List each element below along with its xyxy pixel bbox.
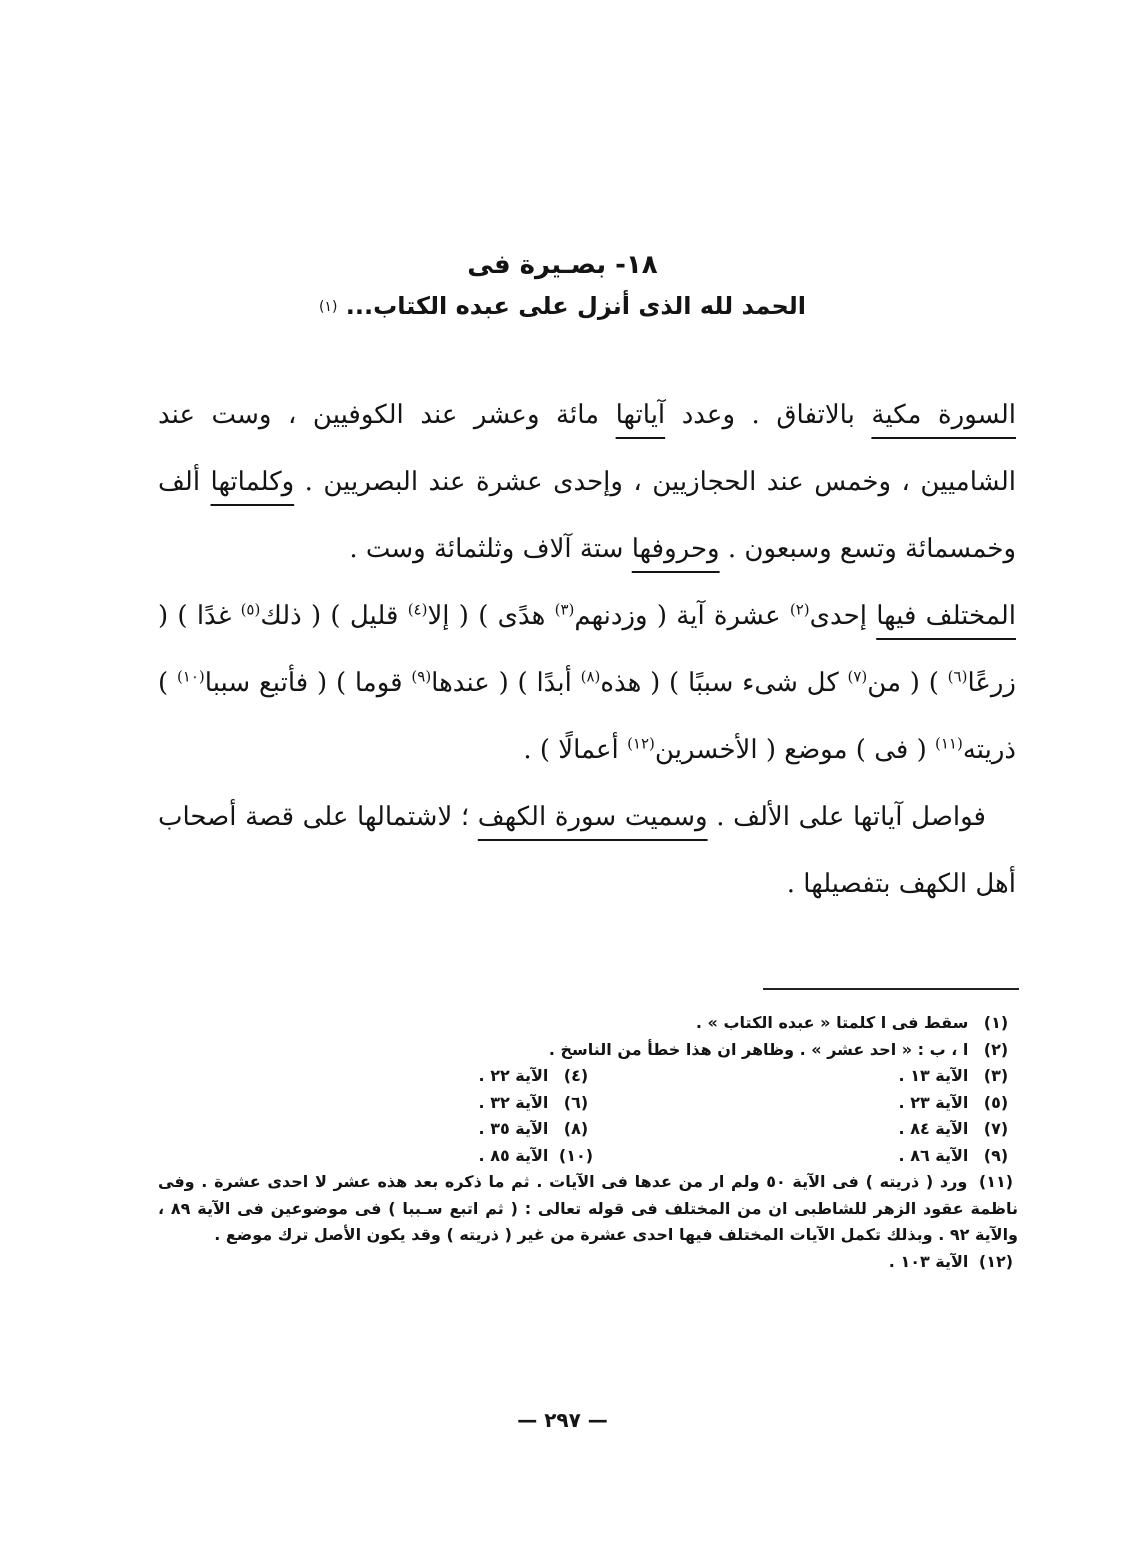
text-run: مائة وعشر عند الكوفيين ، وست عند الشاميين ، وخمس عند الحجازيين ، وإحدى عشرة عند البصريين . [158, 400, 1016, 497]
footnote-text: ورد ( ذريته ) فى الآية ٥٠ ولم ار من عدها فى الآيات . ثم ما ذكره بعد هذه عشر لا احدى عشرة . وفى ناظمة عقود الزهر للشاطبى ان من المختلف فى قوله تعالى : ( ثم اتبع سـببا ) فى موضوعين فى الآية ٨٩ ، والآية ٩٢ . وبذلك تكمل الآيات المختلف فيها احدى عشرة من غير ( ذريته ) وقد يكون الأصل ترك موضع . [158, 1172, 1019, 1244]
footnote-text: الآية ٣٥ . [478, 1119, 549, 1138]
footnote-item [158, 1169, 1018, 1249]
footnote-item [178, 1063, 598, 1090]
footnote-text: الآية ٣٢ . [478, 1092, 549, 1112]
footnote-ref: (١٠) [176, 667, 205, 686]
footnote-ref: (١٢) [627, 734, 655, 753]
footnote-ref: (٢) [789, 600, 810, 619]
footnote-ref: (٥) [240, 600, 261, 619]
text-run: ؛ لاشتمالها على قصة أصحاب أهل الكهف بتفصيلها . [158, 802, 1016, 899]
text-run: قليل ) ( ذلك [260, 601, 408, 631]
opening-verse-footnote-ref: (١) [318, 299, 338, 315]
footnote-ref: (٣) [554, 600, 575, 619]
footnote-item [598, 1063, 1018, 1090]
footnote-number: (٩) [983, 1145, 1009, 1165]
footnote-number: (١) [983, 1013, 1009, 1032]
underlined-phrase: آياتها [615, 400, 666, 430]
footnote-pair [158, 1090, 1018, 1117]
surah-heading: ١٨- بصـيرة فى [467, 250, 658, 280]
footnote-number: (٧) [983, 1119, 1009, 1138]
opening-verse-text: الحمد لله الذى أنزل على عبده الكتاب... [345, 292, 807, 320]
text-run: ستة آلاف وثلثمائة وست . [349, 534, 632, 564]
text-run: قوما ) ( فأتبع سببا [204, 668, 412, 698]
footnote-number: (٥) [983, 1092, 1009, 1112]
footnote-item [598, 1116, 1018, 1143]
footnote-text: سقط فى ا كلمتا « عبده الكتاب » . [695, 1013, 969, 1032]
footnote-number: (١٠) [558, 1145, 594, 1165]
underlined-phrase: وحروفها [631, 534, 720, 564]
footnote-text: الآية ٨٤ . [898, 1119, 969, 1138]
paragraph-naming [158, 784, 1016, 918]
footnote-text: الآية ٨٥ . [478, 1145, 549, 1165]
footnote-item [598, 1090, 1018, 1117]
footnote-item [178, 1090, 598, 1117]
footnote-item [158, 1037, 1018, 1064]
opening-verse-heading [0, 292, 1125, 320]
footnote-text: الآية ١٣ . [898, 1066, 969, 1085]
text-run: فواصل آياتها على الألف . [707, 802, 986, 832]
footnote-item [158, 1010, 1018, 1037]
text-run: هدًى ) ( إلا [427, 601, 555, 631]
underlined-phrase: المختلف فيها [876, 601, 1016, 631]
text-run: ) ذريته [158, 668, 1016, 765]
footnote-pair [158, 1116, 1018, 1143]
underlined-phrase: وكلماتها [210, 467, 295, 497]
footnote-text: الآية ٢٢ . [478, 1066, 549, 1085]
footnote-number: (٣) [983, 1066, 1009, 1085]
page-number: — ٢٩٧ — [517, 1408, 608, 1432]
text-run: أبدًا ) ( عندها [431, 668, 581, 698]
footnote-ref: (٨) [580, 667, 601, 686]
footnote-text: الآية ٨٦ . [898, 1145, 969, 1165]
footnote-ref: (٧) [847, 667, 868, 686]
footnote-item [598, 1143, 1018, 1170]
text-run: إحدى [809, 601, 877, 631]
footnote-ref: (٦) [947, 667, 968, 686]
footnote-text: ا ، ب : « احد عشر » . وظاهر ان هذا خطأ من الناسخ . [548, 1039, 969, 1059]
text-run: ) ( من [867, 668, 948, 698]
text-run: كل شىء سببًا ) ( هذه [600, 668, 848, 698]
underlined-phrase: وسميت سورة الكهف [477, 802, 708, 832]
footnote-number: (٤) [563, 1066, 589, 1085]
footnote-pair [158, 1143, 1018, 1170]
text-run: ألف وخمسمائة وتسع وسبعون . [158, 467, 1016, 564]
footnote-number: (٢) [983, 1039, 1009, 1059]
footnote-text: الآية ٢٣ . [898, 1092, 969, 1112]
footnote-separator [763, 988, 1019, 990]
footnote-number: (٨) [563, 1119, 589, 1138]
paragraph-disputed-verses [158, 583, 1016, 784]
footnote-item [178, 1143, 598, 1170]
underlined-phrase: السورة مكية [871, 400, 1016, 430]
footnote-ref: (١١) [935, 734, 963, 753]
footnote-ref: (٩) [411, 667, 432, 686]
footnotes [158, 1010, 1018, 1275]
footnote-number: (٦) [563, 1092, 589, 1112]
footnote-item [158, 1249, 1018, 1276]
text-run: غدًا ) ( زرعًا [158, 601, 1016, 698]
footnote-item [178, 1116, 598, 1143]
footnote-text: الآية ١٠٣ . [888, 1251, 969, 1271]
footnote-pair [158, 1063, 1018, 1090]
footnote-number: (١٢) [978, 1251, 1014, 1271]
main-text [158, 382, 1016, 918]
footnote-number: (١١) [978, 1172, 1014, 1191]
text-run: عشرة آية ( وزدنهم [574, 601, 790, 631]
text-run: أعمالًا ) . [523, 735, 628, 765]
text-run: ( فى ) موضع ( الأخسرين [654, 735, 935, 765]
paragraph-counts [158, 382, 1016, 583]
text-run: بالاتفاق . وعدد [665, 400, 872, 430]
footnote-ref: (٤) [407, 600, 428, 619]
